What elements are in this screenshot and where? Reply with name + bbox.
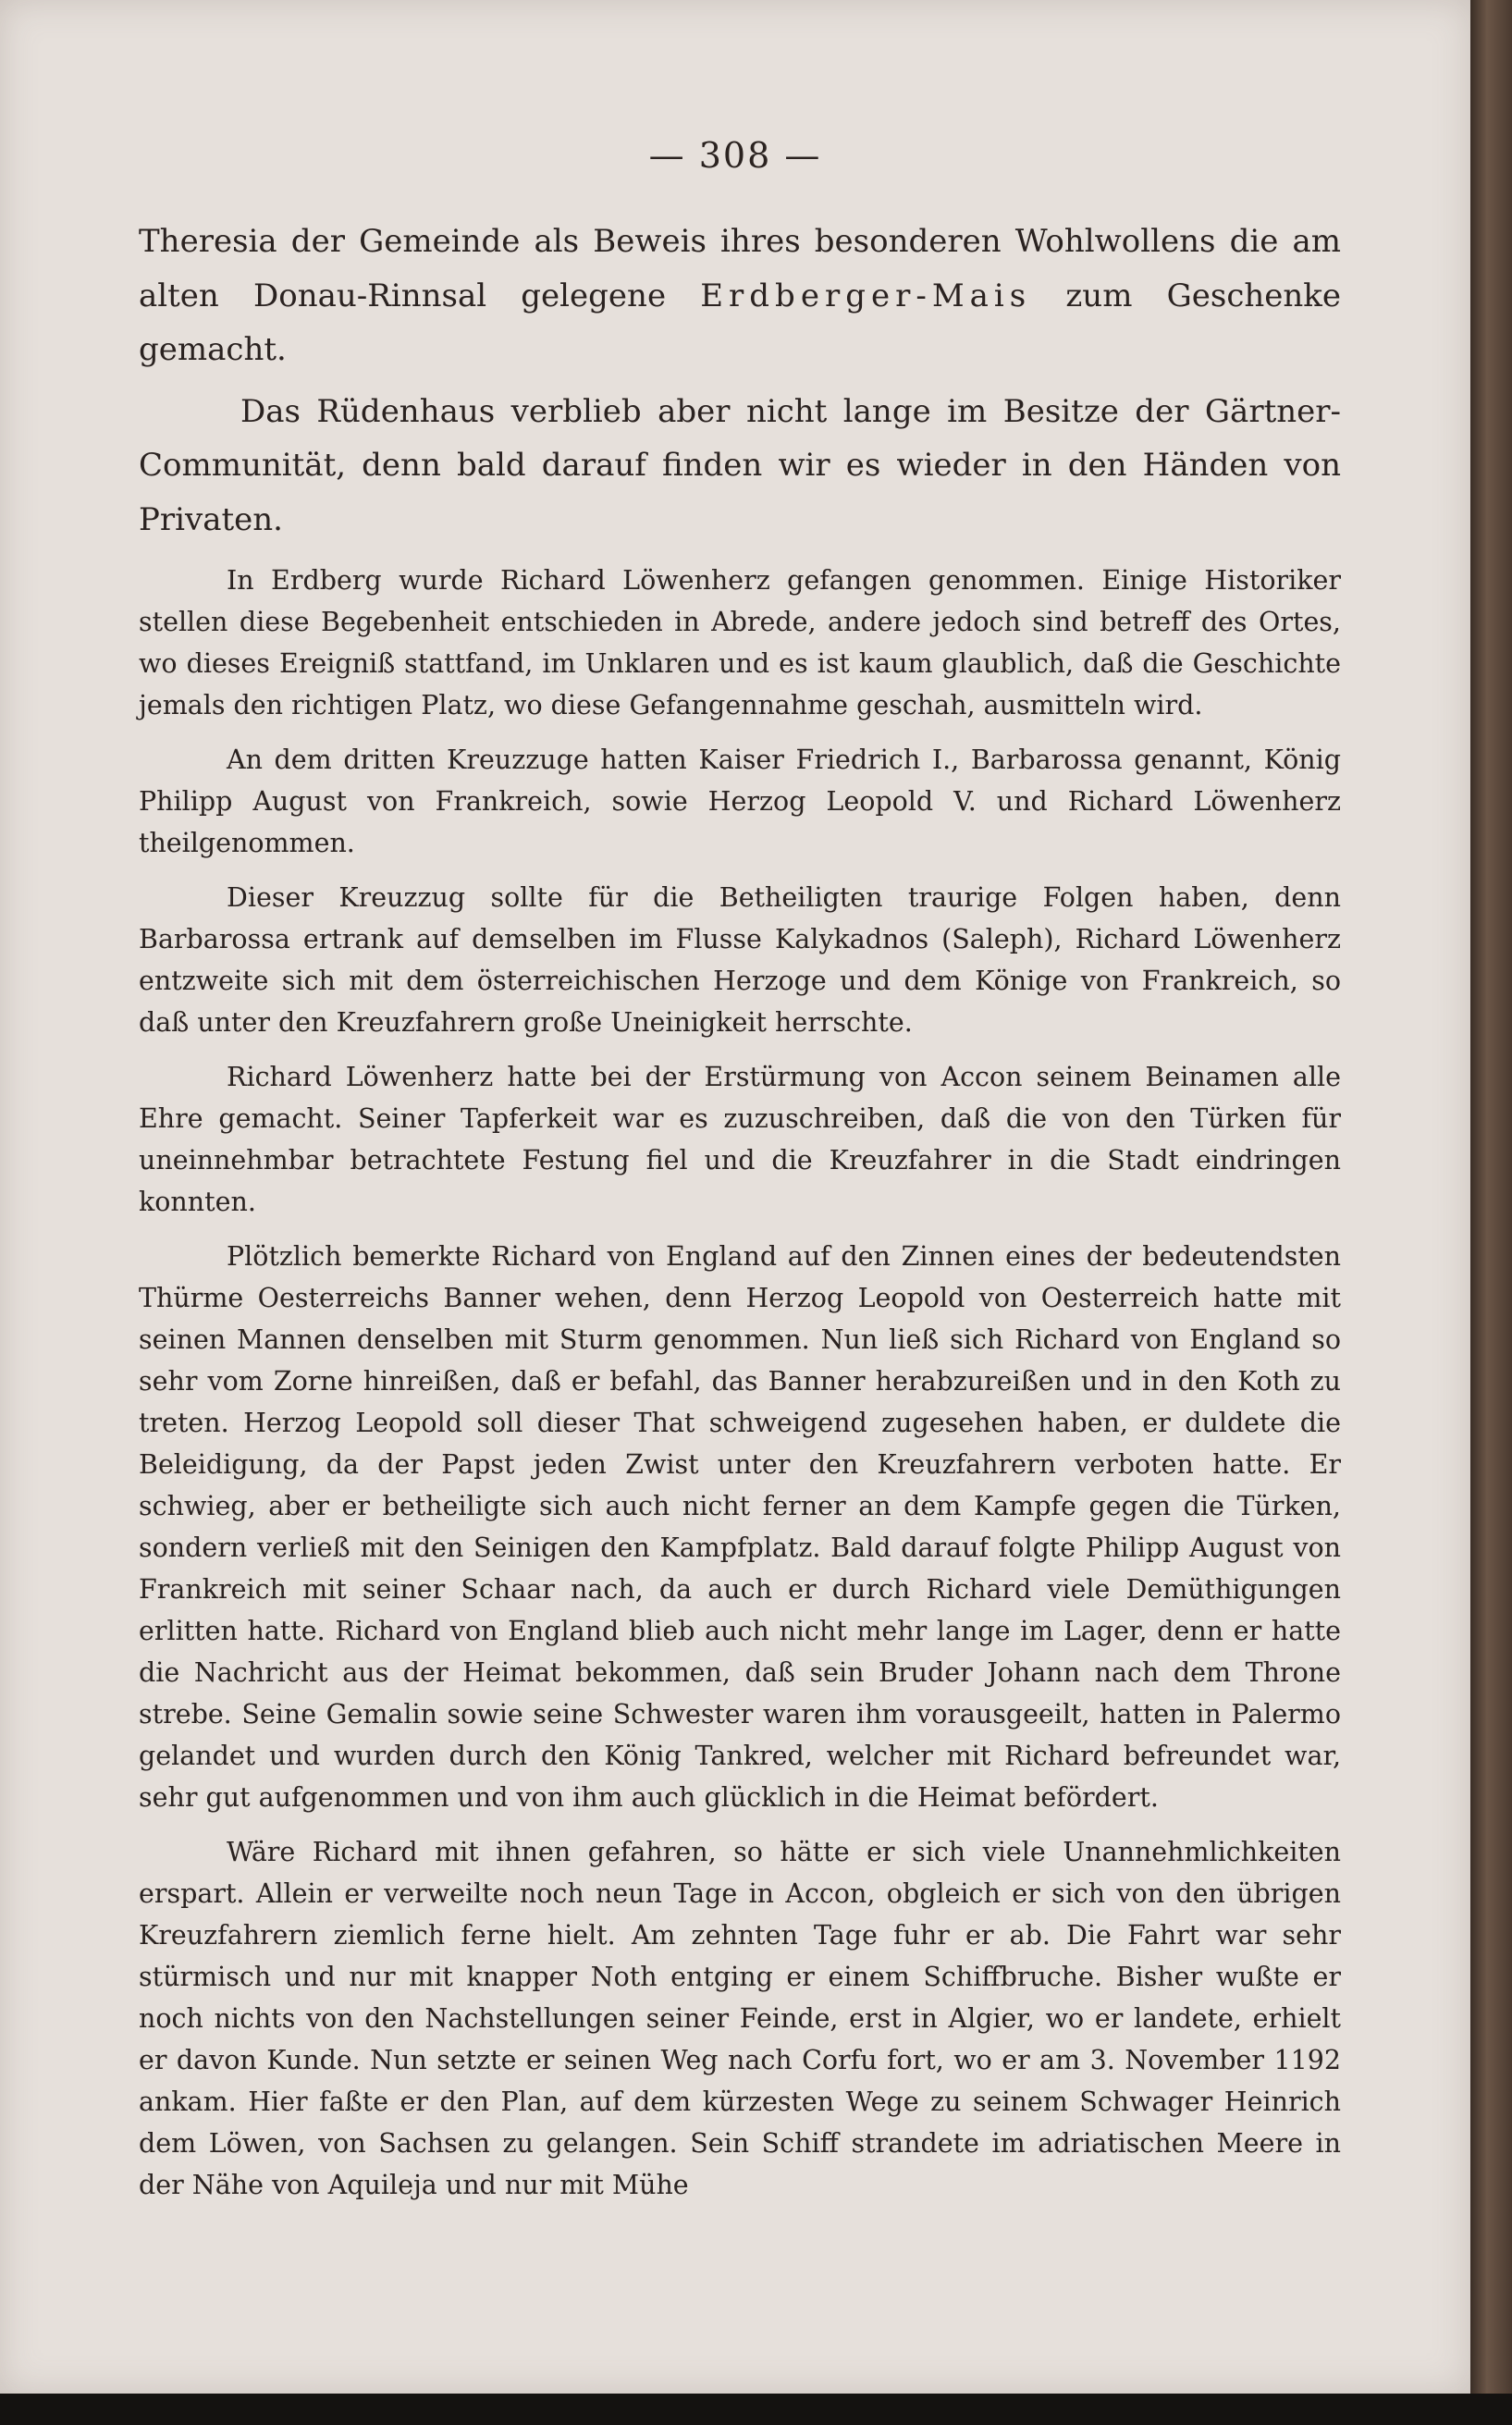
paragraph-ruedenhaus: Das Rüdenhaus verblieb aber nicht lange im Besitze der Gärtner-Communität, denn bald darauf finden wir es wieder in den Händen von Privaten. <box>139 392 1341 538</box>
paragraph-accon: Richard Löwenherz hatte bei der Erstürmung von Accon seinem Beinamen alle Ehre gemacht. Seiner Tapferkeit war es zuzuschreiben, daß die von den Türken für uneinnehmbar betrachtete Festung fiel und die Kreuzfahrer in die Stadt eindringen konnten. <box>139 1062 1341 1217</box>
paragraph-kreuzzug: An dem dritten Kreuzzuge hatten Kaiser Friedrich I., Barbarossa genannt, König Philipp August von Frankreich, sowie Herzog Leopold V. und Richard Löwenherz theilgenommen. <box>139 745 1341 858</box>
paragraph-folgen: Dieser Kreuzzug sollte für die Betheiligten traurige Folgen haben, denn Barbarossa ertrank auf demselben im Flusse Kalykadnos (Saleph), Richard Löwenherz entzweite sich mit dem österreichischen Herzoge und dem Könige von Frankreich, so daß unter den Kreuzfahrern große Uneinigkeit herrschte. <box>139 882 1341 1038</box>
page-text <box>139 215 1341 2206</box>
paragraph-banner: Plötzlich bemerkte Richard von England auf den Zinnen eines der bedeutendsten Thürme Oesterreichs Banner wehen, denn Herzog Leopold von Oesterreich hatte mit seinen Mannen denselben mit Sturm genommen. Nun ließ sich Richard von England so sehr vom Zorne hinreißen, daß er befahl, das Banner herabzureißen und in den Koth zu treten. Herzog Leopold soll dieser That schweigend zugesehen haben, er duldete die Beleidigung, da der Papst jeden Zwist unter den Kreuzfahrern verboten hatte. Er schwieg, aber er betheiligte sich auch nicht ferner an dem Kampfe gegen die Türken, sondern verließ mit den Seinigen den Kampfplatz. Bald darauf folgte Philipp August von Frankreich mit seiner Schaar nach, da auch er durch Richard viele Demüthigungen erlitten hatte. Richard von England blieb auch nicht mehr lange im Lager, denn er hatte die Nachricht aus der Heimat bekommen, daß sein Bruder Johann nach dem Throne strebe. Seine Gemalin sowie seine Schwester waren ihm vorausgeeilt, hatten in Palermo gelandet und wurden durch den König Tankred, welcher mit Richard befreundet war, sehr gut aufgenommen und von ihm auch glücklich in die Heimat befördert. <box>139 1241 1341 1813</box>
paragraph-continuation <box>139 215 1341 377</box>
paragraph-rueckfahrt: Wäre Richard mit ihnen gefahren, so hätte er sich viele Unannehmlichkeiten erspart. Allein er verweilte noch neun Tage in Accon, obgleich er sich von den übrigen Kreuzfahrern ziemlich ferne hielt. Am zehnten Tage fuhr er ab. Die Fahrt war sehr stürmisch und nur mit knapper Noth entging er einem Schiffbruche. Bisher wußte er noch nichts von den Nachstellungen seiner Feinde, erst in Algier, wo er landete, erhielt er davon Kunde. Nun setzte er seinen Weg nach Corfu fort, wo er am 3. November 1192 ankam. Hier faßte er den Plan, auf dem kürzesten Wege zu seinem Schwager Heinrich dem Löwen, von Sachsen zu gelangen. Sein Schiff strandete im adriatischen Meere in der Nähe von Aquileja und nur mit Mühe <box>139 1837 1341 2200</box>
paragraph-gefangennahme: In Erdberg wurde Richard Löwenherz gefangen genommen. Einige Historiker stellen diese Begebenheit entschieden in Abrede, andere jedoch sind betreff des Ortes, wo dieses Ereigniß stattfand, im Unklaren und es ist kaum glaublich, daß die Geschichte jemals den richtigen Platz, wo diese Gefangennahme geschah, ausmitteln wird. <box>139 565 1341 720</box>
scan-bottom-edge <box>0 2394 1512 2425</box>
book-binding-edge <box>1470 0 1512 2394</box>
paragraph-text-part-a: Theresia der Gemeinde als Beweis ihres besonderen Wohlwollens die am alten Donau-Rinnsal gelegene <box>139 223 1341 314</box>
paragraph-text-part-b: zum Geschenke gemacht. <box>139 277 1341 368</box>
spaced-place-name: Erdberger-Mais <box>700 277 1032 314</box>
page-number: — 308 — <box>648 135 822 176</box>
